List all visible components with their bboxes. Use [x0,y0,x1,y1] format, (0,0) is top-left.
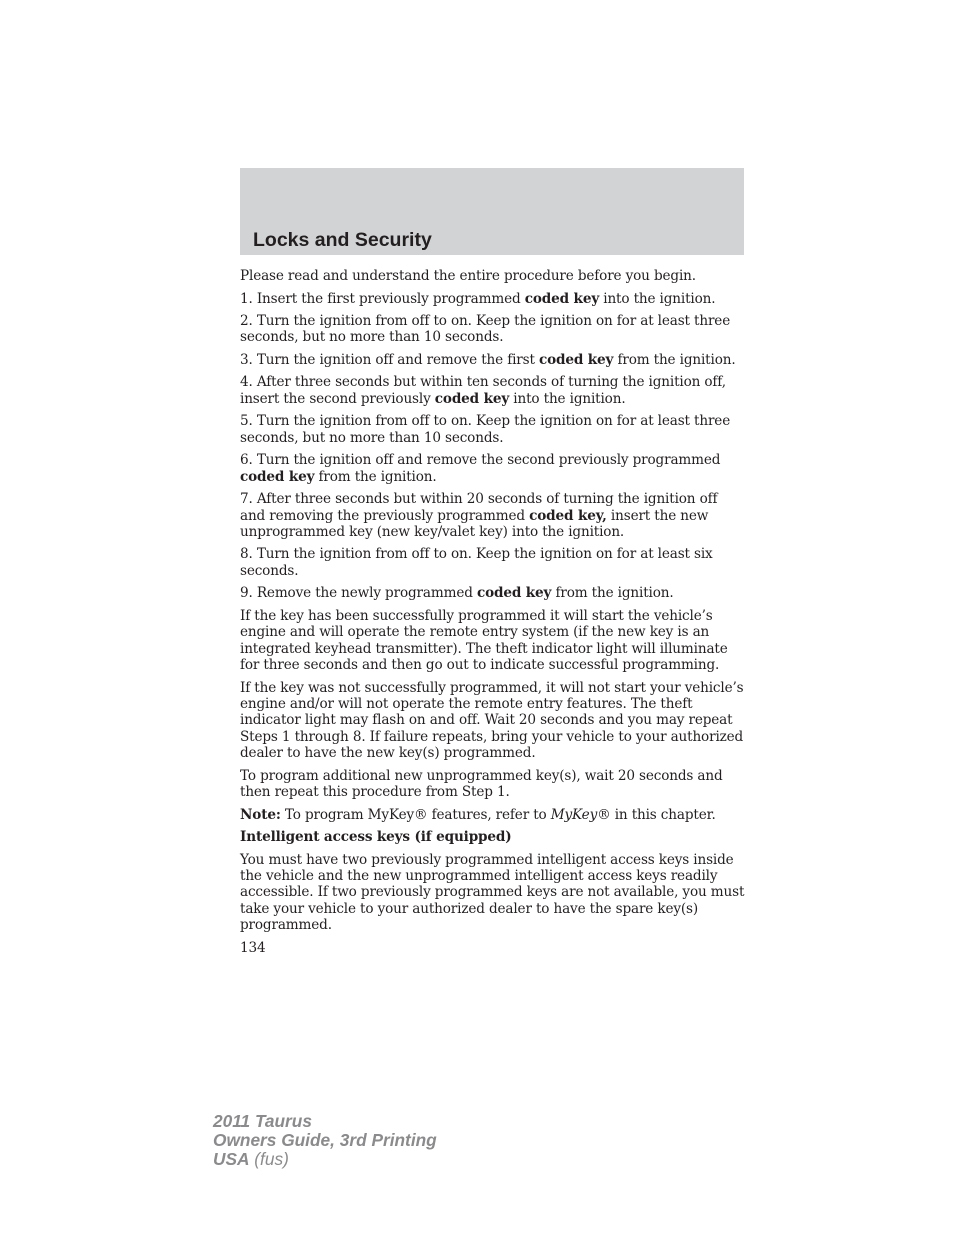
success-paragraph: If the key has been successfully programmed it will start the vehicle’s engine and will operate the remote entry system (if the new key is an integrated keyhead transmitter). The theft indicator light will illuminate for three seconds and then go out to indicate successful programming. [240,607,728,674]
mykey-reference: MyKey® [550,806,611,823]
section-header-band [240,168,744,255]
step-2: 2. Turn the ignition from off to on. Keep the ignition on for at least three seconds, but no more than 10 seconds. [240,313,731,346]
page-content [240,268,746,956]
step-9: 9. Remove the newly programmed coded key from the ignition. [240,585,674,602]
step-1: 1. Insert the first previously programmed coded key into the ignition. [240,290,716,307]
intro-paragraph: Please read and understand the entire procedure before you begin. [240,268,696,284]
intelligent-access-subheading: Intelligent access keys (if equipped) [240,829,512,846]
note-label: Note: [240,806,281,823]
step-7: 7. After three seconds but within 20 seconds of turning the ignition off and removing the previously programmed coded key, insert the new unprogrammed key (new key/valet key) into the ignition. [240,491,718,540]
step-3: 3. Turn the ignition off and remove the first coded key from the ignition. [240,351,736,368]
section-title: Locks and Security [253,229,432,251]
step-4: 4. After three seconds but within ten seconds of turning the ignition off, insert the second previously coded key into the ignition. [240,374,726,407]
failure-paragraph: If the key was not successfully programmed, it will not start your vehicle’s engine and/or will not operate the remote entry features. The theft indicator light may flash on and off. Wait 20 seconds and you may repeat Steps 1 through 8. If failure repeats, bring your vehicle to your authorized dealer to have the new key(s) programmed. [240,679,744,762]
step-5: 5. Turn the ignition from off to on. Keep the ignition on for at least three seconds, but no more than 10 seconds. [240,413,731,446]
step-8: 8. Turn the ignition from off to on. Keep the ignition on for at least six seconds. [240,546,713,579]
note-paragraph: Note: To program MyKey® features, refer to MyKey® in this chapter. [240,806,716,823]
footer-market: USA (fus) [213,1149,289,1169]
footer-model: 2011 Taurus [213,1111,312,1131]
publication-footer [213,1112,437,1169]
additional-keys-paragraph: To program additional new unprogrammed key(s), wait 20 seconds and then repeat this procedure from Step 1. [240,767,723,801]
step-6: 6. Turn the ignition off and remove the second previously programmed coded key from the ignition. [240,452,721,485]
footer-guide-edition: Owners Guide, 3rd Printing [213,1130,437,1150]
intelligent-access-paragraph: You must have two previously programmed intelligent access keys inside the vehicle and the new unprogrammed intelligent access keys readily accessible. If two previously programmed keys are not available, you must take your vehicle to your authorized dealer to have the spare key(s) programmed. [240,851,745,934]
page-number: 134 [240,939,266,956]
